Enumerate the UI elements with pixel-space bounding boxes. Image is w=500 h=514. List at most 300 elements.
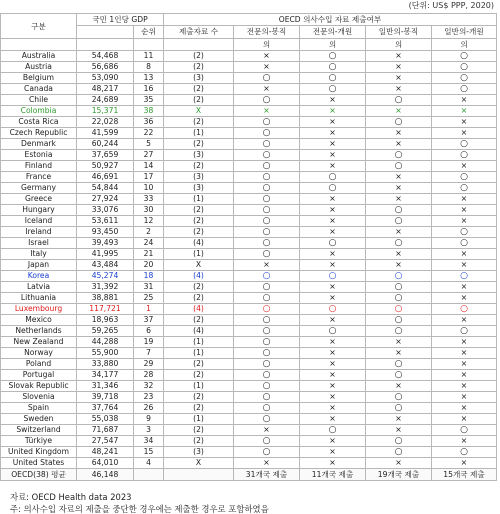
rank-cell: 7 bbox=[134, 348, 164, 359]
submission-cell bbox=[300, 62, 366, 73]
submission-cell bbox=[366, 403, 432, 414]
circle-mark-icon: ○ bbox=[460, 183, 468, 193]
table-row bbox=[1, 128, 497, 139]
rank-cell: 37 bbox=[134, 315, 164, 326]
submitted-count-cell: (2) bbox=[164, 293, 234, 304]
cross-mark-icon: × bbox=[395, 73, 402, 82]
cross-mark-icon: × bbox=[395, 337, 402, 346]
submission-cell bbox=[234, 161, 300, 172]
gdp-cell: 41,599 bbox=[77, 128, 134, 139]
oecd-average-row bbox=[1, 469, 497, 481]
submitted-count-cell: (1) bbox=[164, 249, 234, 260]
submission-cell bbox=[300, 315, 366, 326]
submission-cell bbox=[432, 271, 497, 282]
header-country: 구분 bbox=[1, 14, 77, 39]
gdp-cell: 71,687 bbox=[77, 425, 134, 436]
submission-cell bbox=[300, 150, 366, 161]
country-cell: Greece bbox=[1, 194, 77, 205]
rank-cell: 31 bbox=[134, 282, 164, 293]
submission-cell bbox=[366, 95, 432, 106]
cross-mark-icon: × bbox=[263, 62, 270, 71]
cross-mark-icon: × bbox=[460, 381, 468, 390]
table-row bbox=[1, 271, 497, 282]
table-row bbox=[1, 348, 497, 359]
circle-mark-icon: ○ bbox=[262, 304, 271, 314]
submitted-count-cell: (2) bbox=[164, 95, 234, 106]
table-row bbox=[1, 392, 497, 403]
submission-cell bbox=[432, 183, 497, 194]
submission-cell bbox=[234, 216, 300, 227]
gdp-cell: 64,010 bbox=[77, 458, 134, 469]
circle-mark-icon: ○ bbox=[262, 150, 271, 160]
circle-mark-icon: ○ bbox=[262, 95, 271, 105]
cross-mark-icon: × bbox=[329, 260, 336, 269]
header-submitted-count: 제출자료 수 bbox=[164, 26, 234, 39]
header-blank bbox=[134, 39, 164, 51]
unit-note: (단위: US$ PPP, 2020) bbox=[408, 1, 494, 10]
circle-mark-icon: ○ bbox=[262, 392, 271, 402]
submitted-count-cell: (2) bbox=[164, 436, 234, 447]
table-row bbox=[1, 425, 497, 436]
submission-cell bbox=[432, 315, 497, 326]
gdp-cell: 27,924 bbox=[77, 194, 134, 205]
header-col-4: 일반의-개원 bbox=[432, 26, 497, 39]
submission-cell bbox=[366, 238, 432, 249]
submission-cell bbox=[234, 238, 300, 249]
submission-cell bbox=[366, 326, 432, 337]
submission-cell bbox=[300, 183, 366, 194]
gdp-cell: 24,689 bbox=[77, 95, 134, 106]
submission-cell bbox=[432, 249, 497, 260]
submitted-count-cell: (2) bbox=[164, 216, 234, 227]
cross-mark-icon: × bbox=[395, 84, 402, 93]
cross-mark-icon: × bbox=[460, 293, 468, 302]
submission-cell bbox=[300, 271, 366, 282]
submitted-count-cell: (1) bbox=[164, 128, 234, 139]
table-row bbox=[1, 150, 497, 161]
gdp-cell: 55,038 bbox=[77, 414, 134, 425]
submitted-count-cell: (1) bbox=[164, 348, 234, 359]
avg-total-3: 19개국 제출 bbox=[366, 469, 432, 481]
circle-mark-icon: ○ bbox=[394, 359, 403, 369]
circle-mark-icon: ○ bbox=[394, 403, 403, 413]
header-oecd-group: OECD 의사수입 자료 제출여부 bbox=[164, 14, 497, 26]
submission-cell bbox=[366, 260, 432, 271]
country-cell: Slovenia bbox=[1, 392, 77, 403]
gdp-cell: 45,274 bbox=[77, 271, 134, 282]
circle-mark-icon: ○ bbox=[262, 370, 271, 380]
rank-cell: 16 bbox=[134, 84, 164, 95]
circle-mark-icon: ○ bbox=[328, 84, 337, 94]
circle-mark-icon: ○ bbox=[262, 139, 271, 149]
rank-cell: 5 bbox=[134, 139, 164, 150]
rank-cell: 36 bbox=[134, 117, 164, 128]
submitted-count-cell: (2) bbox=[164, 403, 234, 414]
submission-cell bbox=[432, 458, 497, 469]
submission-cell bbox=[234, 51, 300, 62]
submission-cell bbox=[432, 205, 497, 216]
submission-cell bbox=[234, 392, 300, 403]
submitted-count-cell: (3) bbox=[164, 183, 234, 194]
cross-mark-icon: × bbox=[329, 436, 336, 445]
cross-mark-icon: × bbox=[329, 370, 336, 379]
cross-mark-icon: × bbox=[329, 293, 336, 302]
submission-cell bbox=[366, 172, 432, 183]
cross-mark-icon: × bbox=[395, 183, 402, 192]
country-cell: Belgium bbox=[1, 73, 77, 84]
rank-cell: 26 bbox=[134, 403, 164, 414]
circle-mark-icon: ○ bbox=[262, 117, 271, 127]
country-cell: Canada bbox=[1, 84, 77, 95]
country-cell: Australia bbox=[1, 51, 77, 62]
submission-cell bbox=[366, 62, 432, 73]
submission-cell bbox=[234, 326, 300, 337]
submission-cell bbox=[300, 216, 366, 227]
cross-mark-icon: × bbox=[329, 249, 336, 258]
footnote: 주: 의사수입 자료의 제출을 중단한 경우에는 제출한 경우로 포함하였음 bbox=[10, 504, 269, 514]
table-row bbox=[1, 436, 497, 447]
submission-cell bbox=[300, 84, 366, 95]
submission-cell bbox=[366, 293, 432, 304]
cross-mark-icon: × bbox=[329, 161, 336, 170]
submission-cell bbox=[234, 117, 300, 128]
rank-cell: 18 bbox=[134, 271, 164, 282]
submitted-count-cell: (2) bbox=[164, 425, 234, 436]
cross-mark-icon: × bbox=[329, 227, 336, 236]
submission-cell bbox=[234, 84, 300, 95]
cross-mark-icon: × bbox=[329, 447, 336, 456]
submission-cell bbox=[432, 381, 497, 392]
circle-mark-icon: ○ bbox=[262, 216, 271, 226]
table-row bbox=[1, 381, 497, 392]
table-row bbox=[1, 216, 497, 227]
table-row bbox=[1, 414, 497, 425]
cross-mark-icon: × bbox=[395, 381, 402, 390]
submission-cell bbox=[432, 139, 497, 150]
table-row bbox=[1, 227, 497, 238]
header-gdp-group: 국민 1인당 GDP bbox=[77, 14, 164, 26]
circle-mark-icon: ○ bbox=[262, 227, 271, 237]
cross-mark-icon: × bbox=[329, 458, 336, 467]
circle-mark-icon: ○ bbox=[262, 183, 271, 193]
submission-cell bbox=[234, 403, 300, 414]
submission-cell bbox=[366, 117, 432, 128]
country-cell: Korea bbox=[1, 271, 77, 282]
table-row bbox=[1, 304, 497, 315]
submission-cell bbox=[432, 403, 497, 414]
rank-cell: 32 bbox=[134, 381, 164, 392]
submission-cell bbox=[300, 227, 366, 238]
gdp-cell: 48,217 bbox=[77, 84, 134, 95]
cross-mark-icon: × bbox=[329, 139, 336, 148]
cross-mark-icon: × bbox=[460, 370, 468, 379]
submission-cell bbox=[234, 271, 300, 282]
cross-mark-icon: × bbox=[460, 348, 468, 357]
avg-total-4: 15개국 제출 bbox=[432, 469, 497, 481]
circle-mark-icon: ○ bbox=[262, 381, 271, 391]
submission-cell bbox=[300, 106, 366, 117]
table-body bbox=[1, 51, 497, 469]
circle-mark-icon: ○ bbox=[262, 271, 271, 281]
circle-mark-icon: ○ bbox=[394, 117, 403, 127]
circle-mark-icon: ○ bbox=[394, 326, 403, 336]
submission-cell bbox=[300, 392, 366, 403]
submission-cell bbox=[300, 304, 366, 315]
submission-cell bbox=[234, 128, 300, 139]
circle-mark-icon: ○ bbox=[328, 304, 337, 314]
header-col-2: 전문의-개원 bbox=[300, 26, 366, 39]
submission-cell bbox=[234, 293, 300, 304]
circle-mark-icon: ○ bbox=[460, 84, 468, 94]
circle-mark-icon: ○ bbox=[394, 161, 403, 171]
cross-mark-icon: × bbox=[395, 260, 402, 269]
rank-cell: 17 bbox=[134, 172, 164, 183]
submission-cell bbox=[366, 139, 432, 150]
country-cell: Finland bbox=[1, 161, 77, 172]
cross-mark-icon: × bbox=[263, 84, 270, 93]
rank-cell: 9 bbox=[134, 414, 164, 425]
cross-mark-icon: × bbox=[395, 128, 402, 137]
circle-mark-icon: ○ bbox=[394, 205, 403, 215]
circle-mark-icon: ○ bbox=[262, 447, 271, 457]
submitted-count-cell: (2) bbox=[164, 139, 234, 150]
circle-mark-icon: ○ bbox=[460, 326, 468, 336]
circle-mark-icon: ○ bbox=[328, 326, 337, 336]
cross-mark-icon: × bbox=[263, 260, 270, 269]
rank-cell: 2 bbox=[134, 227, 164, 238]
cross-mark-icon: × bbox=[329, 216, 336, 225]
header-col-3: 일반의-봉직 bbox=[366, 26, 432, 39]
cross-mark-icon: × bbox=[329, 128, 336, 137]
submission-cell bbox=[432, 425, 497, 436]
table-row bbox=[1, 293, 497, 304]
avg-blank bbox=[134, 469, 164, 481]
rank-cell: 33 bbox=[134, 194, 164, 205]
country-cell: New Zealand bbox=[1, 337, 77, 348]
submission-cell bbox=[432, 128, 497, 139]
gdp-cell: 15,371 bbox=[77, 106, 134, 117]
submission-cell bbox=[300, 249, 366, 260]
submission-cell bbox=[300, 205, 366, 216]
country-cell: Japan bbox=[1, 260, 77, 271]
country-cell: Portugal bbox=[1, 370, 77, 381]
country-cell: Latvia bbox=[1, 282, 77, 293]
table-row bbox=[1, 282, 497, 293]
header-col-4-cont: 의 bbox=[432, 39, 497, 51]
submission-cell bbox=[366, 425, 432, 436]
circle-mark-icon: ○ bbox=[460, 150, 468, 160]
submission-cell bbox=[432, 447, 497, 458]
submitted-count-cell: (2) bbox=[164, 359, 234, 370]
gdp-cell: 38,881 bbox=[77, 293, 134, 304]
submission-cell bbox=[366, 227, 432, 238]
submitted-count-cell: (2) bbox=[164, 370, 234, 381]
submission-cell bbox=[300, 73, 366, 84]
submission-cell bbox=[366, 205, 432, 216]
submission-cell bbox=[300, 293, 366, 304]
gdp-cell: 56,686 bbox=[77, 62, 134, 73]
header-blank bbox=[164, 39, 234, 51]
table-row bbox=[1, 51, 497, 62]
circle-mark-icon: ○ bbox=[328, 172, 337, 182]
gdp-cell: 34,177 bbox=[77, 370, 134, 381]
gdp-cell: 59,265 bbox=[77, 326, 134, 337]
rank-cell: 23 bbox=[134, 392, 164, 403]
submission-cell bbox=[234, 315, 300, 326]
cross-mark-icon: × bbox=[329, 414, 336, 423]
submission-cell bbox=[300, 381, 366, 392]
circle-mark-icon: ○ bbox=[262, 315, 271, 325]
cross-mark-icon: × bbox=[329, 403, 336, 412]
rank-cell: 22 bbox=[134, 128, 164, 139]
circle-mark-icon: ○ bbox=[460, 271, 468, 281]
cross-mark-icon: × bbox=[460, 392, 468, 401]
avg-total-2: 11개국 제출 bbox=[300, 469, 366, 481]
cross-mark-icon: × bbox=[460, 282, 468, 291]
cross-mark-icon: × bbox=[460, 458, 468, 467]
submission-cell bbox=[432, 348, 497, 359]
submitted-count-cell: X bbox=[164, 106, 234, 117]
rank-cell: 27 bbox=[134, 150, 164, 161]
gdp-cell: 50,927 bbox=[77, 161, 134, 172]
submitted-count-cell: (1) bbox=[164, 337, 234, 348]
submission-cell bbox=[432, 293, 497, 304]
rank-cell: 24 bbox=[134, 238, 164, 249]
submission-cell bbox=[300, 117, 366, 128]
rank-cell: 35 bbox=[134, 95, 164, 106]
submission-cell bbox=[234, 348, 300, 359]
table-row bbox=[1, 106, 497, 117]
circle-mark-icon: ○ bbox=[262, 238, 271, 248]
rank-cell: 25 bbox=[134, 293, 164, 304]
cross-mark-icon: × bbox=[395, 62, 402, 71]
submission-cell bbox=[366, 392, 432, 403]
submission-cell bbox=[432, 51, 497, 62]
circle-mark-icon: ○ bbox=[460, 425, 468, 435]
submitted-count-cell: (1) bbox=[164, 194, 234, 205]
submission-cell bbox=[300, 51, 366, 62]
cross-mark-icon: × bbox=[460, 436, 468, 445]
submission-cell bbox=[366, 249, 432, 260]
cross-mark-icon: × bbox=[329, 117, 336, 126]
table-row bbox=[1, 326, 497, 337]
submission-cell bbox=[234, 414, 300, 425]
circle-mark-icon: ○ bbox=[328, 271, 337, 281]
submission-cell bbox=[234, 381, 300, 392]
circle-mark-icon: ○ bbox=[394, 238, 403, 248]
header-rank: 순위 bbox=[134, 26, 164, 39]
submission-cell bbox=[234, 183, 300, 194]
rank-cell: 34 bbox=[134, 436, 164, 447]
gdp-cell: 53,611 bbox=[77, 216, 134, 227]
submission-cell bbox=[234, 172, 300, 183]
gdp-cell: 117,721 bbox=[77, 304, 134, 315]
submission-cell bbox=[300, 436, 366, 447]
circle-mark-icon: ○ bbox=[328, 425, 337, 435]
cross-mark-icon: × bbox=[395, 249, 402, 258]
cross-mark-icon: × bbox=[263, 51, 270, 60]
circle-mark-icon: ○ bbox=[394, 436, 403, 446]
country-cell: Chile bbox=[1, 95, 77, 106]
cross-mark-icon: × bbox=[395, 194, 402, 203]
submission-cell bbox=[432, 359, 497, 370]
gdp-cell: 33,880 bbox=[77, 359, 134, 370]
submission-cell bbox=[432, 194, 497, 205]
submission-cell bbox=[300, 238, 366, 249]
submission-cell bbox=[300, 161, 366, 172]
submission-cell bbox=[366, 348, 432, 359]
submission-cell bbox=[234, 370, 300, 381]
cross-mark-icon: × bbox=[460, 128, 468, 137]
cross-mark-icon: × bbox=[263, 106, 270, 115]
submission-cell bbox=[432, 337, 497, 348]
gdp-cell: 53,090 bbox=[77, 73, 134, 84]
country-cell: Colombia bbox=[1, 106, 77, 117]
submission-cell bbox=[300, 348, 366, 359]
header-blank bbox=[1, 39, 77, 51]
cross-mark-icon: × bbox=[460, 403, 468, 412]
gdp-cell: 46,691 bbox=[77, 172, 134, 183]
submission-cell bbox=[432, 172, 497, 183]
country-cell: Czech Republic bbox=[1, 128, 77, 139]
cross-mark-icon: × bbox=[460, 194, 468, 203]
rank-cell: 10 bbox=[134, 183, 164, 194]
circle-mark-icon: ○ bbox=[394, 216, 403, 226]
country-cell: Germany bbox=[1, 183, 77, 194]
rank-cell: 12 bbox=[134, 216, 164, 227]
gdp-cell: 18,963 bbox=[77, 315, 134, 326]
table-row bbox=[1, 161, 497, 172]
submission-cell bbox=[432, 392, 497, 403]
submission-cell bbox=[366, 370, 432, 381]
table-row bbox=[1, 117, 497, 128]
cross-mark-icon: × bbox=[329, 315, 336, 324]
submission-cell bbox=[432, 62, 497, 73]
gdp-cell: 43,484 bbox=[77, 260, 134, 271]
source-note: 자료: OECD Health data 2023 bbox=[10, 492, 132, 502]
submission-cell bbox=[234, 425, 300, 436]
submission-cell bbox=[432, 117, 497, 128]
oecd-doctor-income-table bbox=[0, 13, 497, 481]
table-row bbox=[1, 139, 497, 150]
footnotes bbox=[10, 491, 269, 514]
cross-mark-icon: × bbox=[329, 381, 336, 390]
country-cell: Norway bbox=[1, 348, 77, 359]
submission-cell bbox=[432, 216, 497, 227]
submission-cell bbox=[234, 249, 300, 260]
submission-cell bbox=[366, 414, 432, 425]
gdp-cell: 44,288 bbox=[77, 337, 134, 348]
country-cell: Sweden bbox=[1, 414, 77, 425]
gdp-cell: 37,659 bbox=[77, 150, 134, 161]
cross-mark-icon: × bbox=[395, 348, 402, 357]
circle-mark-icon: ○ bbox=[394, 370, 403, 380]
circle-mark-icon: ○ bbox=[394, 150, 403, 160]
header-col-3-cont: 의 bbox=[366, 39, 432, 51]
cross-mark-icon: × bbox=[460, 414, 468, 423]
cross-mark-icon: × bbox=[460, 205, 468, 214]
circle-mark-icon: ○ bbox=[394, 271, 403, 281]
circle-mark-icon: ○ bbox=[394, 315, 403, 325]
submission-cell bbox=[432, 106, 497, 117]
circle-mark-icon: ○ bbox=[394, 282, 403, 292]
submission-cell bbox=[300, 337, 366, 348]
submission-cell bbox=[366, 128, 432, 139]
submitted-count-cell: (2) bbox=[164, 62, 234, 73]
gdp-cell: 39,493 bbox=[77, 238, 134, 249]
country-cell: United States bbox=[1, 458, 77, 469]
gdp-cell: 55,900 bbox=[77, 348, 134, 359]
